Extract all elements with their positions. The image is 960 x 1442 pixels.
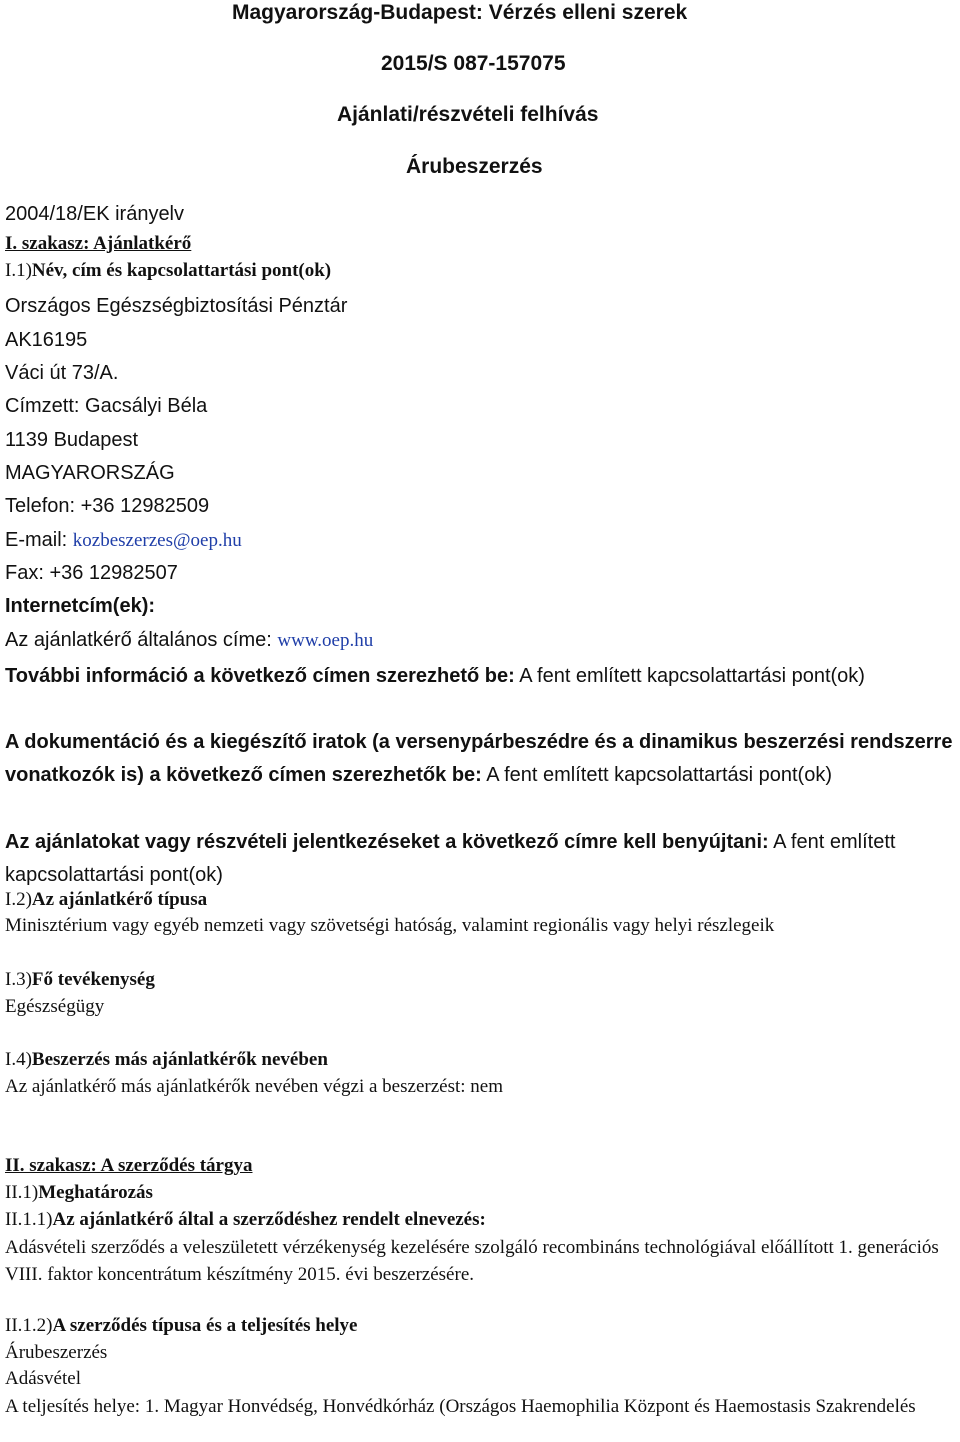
section-2-heading: II. szakasz: A szerződés tárgya (5, 1155, 253, 1176)
notice-title: Magyarország-Budapest: Vérzés elleni szerek (232, 1, 688, 24)
section-ii12-heading (5, 1314, 955, 1338)
section-i4-number: I.4) (5, 1049, 32, 1070)
org-city: 1139 Budapest (5, 429, 139, 451)
section-i1-heading (5, 259, 955, 283)
directive: 2004/18/EK irányelv (5, 203, 185, 225)
section-i4-title: Beszerzés más ajánlatkérők nevében (31, 1049, 328, 1070)
submit-paragraph (5, 826, 957, 892)
org-street: Váci út 73/A. (5, 362, 119, 384)
section-i2-title: Az ajánlatkérő típusa (31, 889, 208, 910)
section-ii12-place: A teljesítés helye: 1. Magyar Honvédség, Honvédkórház (Országos Haemophilia Központ és Haemostasis Szakrendelés (5, 1396, 916, 1417)
section-i2-value: Minisztérium vagy egyéb nemzeti vagy szövetségi hatóság, valamint regionális vagy helyi részlegeik (5, 915, 775, 936)
section-i3-value: Egészségügy (5, 996, 105, 1017)
section-i2-heading (5, 888, 955, 912)
section-ii11-title: Az ajánlatkérő által a szerződéshez rendelt elnevezés: (52, 1209, 486, 1230)
email-link[interactable]: kozbeszerzes@oep.hu (72, 530, 242, 551)
org-id: AK16195 (5, 329, 88, 351)
section-ii1-heading (5, 1181, 955, 1205)
section-ii12-number: II.1.2) (5, 1315, 53, 1336)
general-address-label: Az ajánlatkérő általános címe: (5, 629, 278, 651)
section-i3-heading (5, 968, 955, 992)
submit-value: A fent említett kapcsolattartási pont(ok) (5, 831, 896, 886)
section-ii12-type: Árubeszerzés (5, 1342, 108, 1363)
org-country: MAGYARORSZÁG (5, 462, 175, 484)
more-info-paragraph (5, 660, 957, 693)
section-ii1-number: II.1) (5, 1182, 39, 1203)
org-email-line (5, 528, 955, 553)
section-ii11-heading (5, 1208, 955, 1232)
more-info-value: A fent említett kapcsolattartási pont(ok) (514, 665, 865, 687)
section-ii11-value: Adásvételi szerződés a veleszületett vérzékenység kezelésére szolgáló recombináns technológiával előállított 1. generációs VIII. faktor koncentrátum készítmény 2015. évi beszerzésére. (5, 1237, 939, 1285)
more-info-label: További információ a következő címen szerezhető be: (5, 665, 515, 687)
section-1-heading: I. szakasz: Ajánlatkérő (5, 233, 192, 254)
section-i4-value: Az ajánlatkérő más ajánlatkérők nevében végzi a beszerzést: nem (5, 1076, 503, 1097)
section-ii12-subtype: Adásvétel (5, 1368, 81, 1389)
notice-category: Árubeszerzés (406, 155, 543, 178)
notice-number: 2015/S 087-157075 (381, 52, 566, 75)
org-fax: Fax: +36 12982507 (5, 562, 178, 584)
org-phone: Telefon: +36 12982509 (5, 495, 210, 517)
section-ii1-title: Meghatározás (38, 1182, 153, 1203)
notice-type: Ajánlati/részvételi felhívás (337, 103, 599, 126)
docs-value: A fent említett kapcsolattartási pont(ok) (481, 764, 833, 786)
submit-label: Az ajánlatokat vagy részvételi jelentkezéseket a következő címre kell benyújtani: (5, 831, 769, 853)
general-address-line (5, 628, 955, 653)
org-name: Országos Egészségbiztosítási Pénztár (5, 295, 348, 317)
internet-label: Internetcím(ek): (5, 595, 156, 617)
section-i1-title: Név, cím és kapcsolattartási pont(ok) (31, 260, 332, 281)
section-i4-heading (5, 1048, 955, 1072)
section-i1-number: I.1) (5, 260, 32, 281)
org-addressee: Címzett: Gacsályi Béla (5, 395, 208, 417)
section-i2-number: I.2) (5, 889, 32, 910)
section-ii12-title: A szerződés típusa és a teljesítés helye (52, 1315, 358, 1336)
section-i3-number: I.3) (5, 969, 32, 990)
email-label: E-mail: (5, 529, 73, 551)
docs-label: A dokumentáció és a kiegészítő iratok (a versenypárbeszédre és a dinamikus beszerzési rendszerre vonatkozók is) a következő címen szerezhetők be: (5, 731, 953, 786)
section-ii11-number: II.1.1) (5, 1209, 53, 1230)
general-address-link[interactable]: www.oep.hu (277, 630, 374, 651)
docs-paragraph (5, 726, 957, 792)
section-i3-title: Fő tevékenység (31, 969, 155, 990)
